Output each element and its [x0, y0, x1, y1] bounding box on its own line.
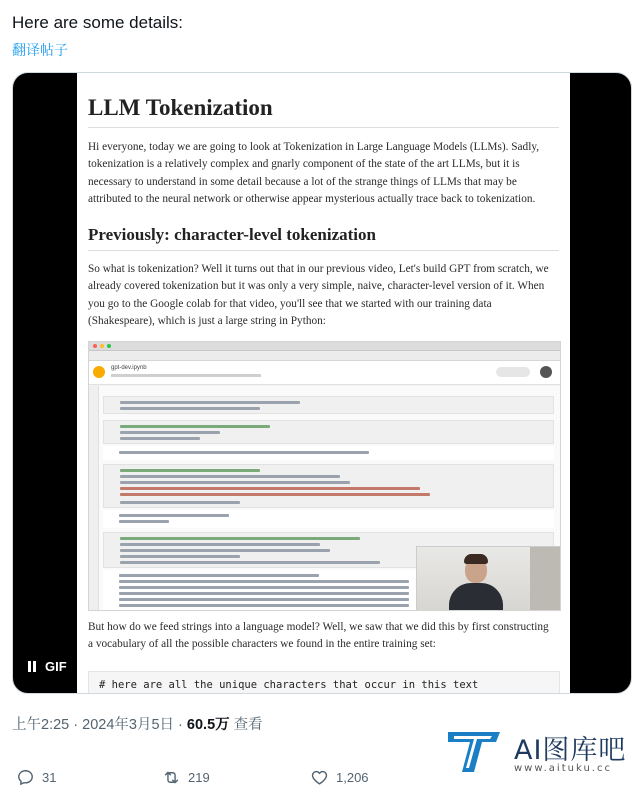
- watermark-logo-icon: [444, 726, 506, 778]
- translate-post-link[interactable]: 翻译帖子: [12, 42, 68, 58]
- browser-menubar: [89, 342, 560, 351]
- view-count: 60.5万: [186, 717, 230, 733]
- share-button: [496, 367, 530, 377]
- like-button[interactable]: [310, 768, 369, 787]
- reply-count: 31: [42, 770, 57, 785]
- post-text: Here are some details:: [12, 13, 184, 32]
- views-label: 查看: [233, 717, 263, 733]
- browser-tabbar: [89, 351, 560, 361]
- repost-button[interactable]: [162, 768, 210, 787]
- doc-title: LLM Tokenization: [88, 95, 273, 120]
- colab-screenshot: [88, 341, 561, 611]
- tokenization-document: [77, 73, 570, 694]
- notebook-sidebar: [89, 386, 99, 610]
- section-divider: [88, 250, 559, 251]
- colab-header: [89, 361, 560, 385]
- reply-button[interactable]: [16, 768, 56, 787]
- repost-icon: [162, 768, 181, 787]
- pause-icon[interactable]: [27, 661, 37, 672]
- post-actions: [16, 768, 436, 788]
- watermark-brand: AI图库吧: [514, 735, 627, 766]
- title-divider: [88, 127, 559, 128]
- doc-section-title: Previously: character-level tokenization: [88, 225, 376, 244]
- like-count: 1,206: [336, 770, 369, 785]
- doc-section-paragraph: So what is tokenization? Well it turns out that in our previous video, Let's build GPT from scratch, we already covered tokenization but it was only a very simple, naive, character-level version of it. When you go to the Google colab for that video, you'll see that we started with our training data (Shakespeare), which is just a large string in Python:: [88, 263, 549, 328]
- code-cell: [103, 396, 554, 414]
- doc-after-paragraph: But how do we feed strings into a language model? Well, we saw that we did this by first constructing a vocabulary of all the possible characters we found in the entire training set:: [88, 621, 549, 651]
- post-meta: 上午2:25 · 2024年3月5日 · 60.5万 查看: [12, 717, 263, 733]
- notebook-menu: [111, 374, 261, 377]
- code-line: # here are all the unique characters that occur in this text: [99, 679, 479, 691]
- repost-count: 219: [188, 770, 210, 785]
- gif-label: GIF: [45, 659, 67, 674]
- post-time[interactable]: 上午2:25: [12, 717, 70, 733]
- cell-output: [103, 446, 554, 460]
- doc-intro: Hi everyone, today we are going to look at Tokenization in Large Language Models (LLMs). Sadly, tokenization is a relatively complex and gnarly component of the state of the art LLMs, but it is necessary to understand in some detail because a lot of the strange things of LLMs that may be attributed to the neural network or otherwise appear mysterious actually trace back to tokenization.: [88, 141, 540, 206]
- watermark: [444, 726, 634, 786]
- avatar: [540, 366, 552, 378]
- code-cell: [103, 464, 554, 508]
- doc-code-block: [88, 671, 560, 694]
- gif-media[interactable]: [12, 72, 632, 694]
- colab-logo-icon: [93, 366, 105, 378]
- post-date[interactable]: 2024年3月5日: [82, 717, 175, 733]
- heart-icon: [310, 768, 329, 787]
- notebook-title: gpt-dev.ipynb: [111, 365, 147, 371]
- code-cell: [103, 420, 554, 444]
- webcam-overlay: [416, 546, 560, 610]
- cell-output: [103, 510, 554, 528]
- gif-control[interactable]: [27, 659, 67, 674]
- reply-icon: [16, 768, 35, 787]
- watermark-url: www.aituku.cc: [514, 763, 612, 774]
